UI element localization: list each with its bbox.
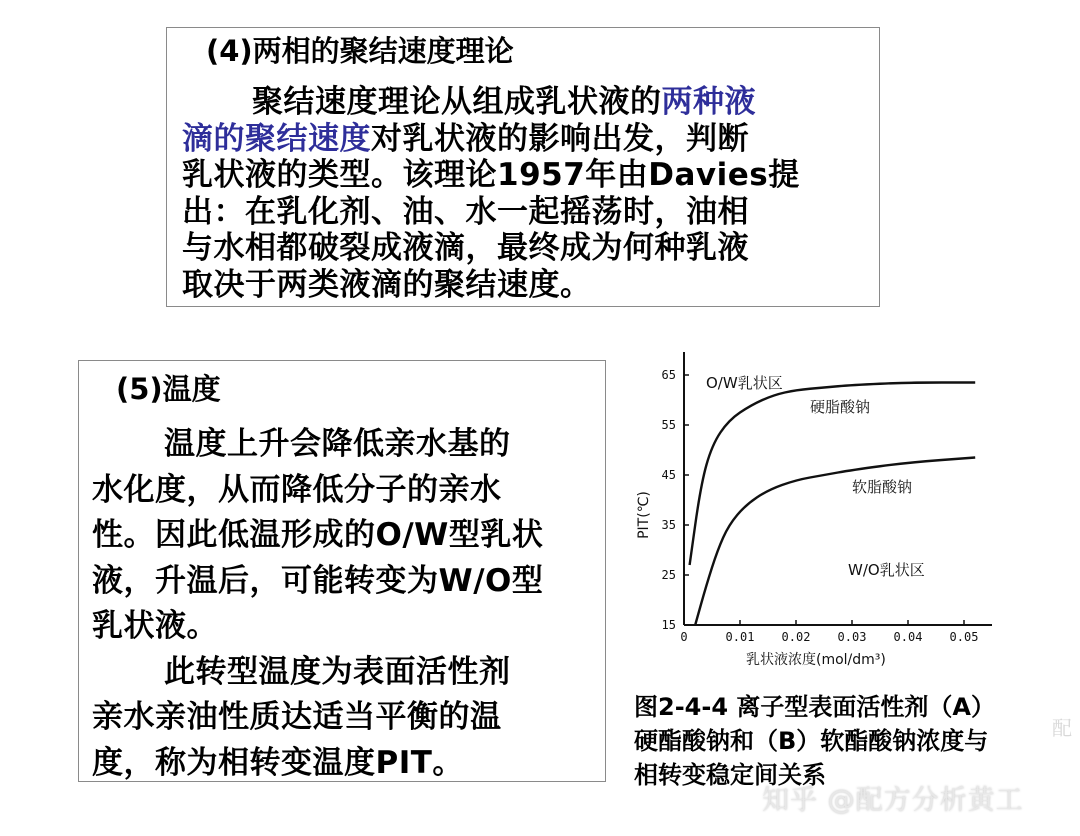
section-5-heading: (5)温度 xyxy=(116,372,221,406)
section-5-line: 液，升温后，可能转变为W/O型 xyxy=(92,562,544,599)
section-4-line-2 xyxy=(182,121,872,158)
x-tick-label: 0.04 xyxy=(893,630,923,644)
chart-axes xyxy=(662,352,992,644)
x-axis-title: 乳状液浓度(mol/dm³) xyxy=(746,652,886,668)
highlight-run: 两种液 xyxy=(661,84,756,120)
y-tick-label: 15 xyxy=(661,618,676,632)
text-run: 聚结速度理论从组成乳状液的 xyxy=(252,84,662,120)
region-label-wo: W/O乳状区 xyxy=(848,561,925,579)
x-tick-label: 0.05 xyxy=(949,630,979,644)
section-4-line-3: 乳状液的类型。该理论1957年由Davies提 xyxy=(182,157,800,193)
y-axis-title: PIT(℃) xyxy=(636,491,652,539)
caption-line: 图2-4-4 离子型表面活性剂（A） xyxy=(634,693,995,721)
x-tick-label: 0.03 xyxy=(837,630,867,644)
section-4-line-5: 与水相都破裂成液滴，最终成为何种乳液 xyxy=(182,230,749,266)
caption-line: 相转变稳定间关系 xyxy=(634,761,826,789)
section-5-line: 温度上升会降低亲水基的 xyxy=(164,426,511,462)
section-5-line: 乳状液。 xyxy=(92,608,218,644)
section-5-line: 度，称为相转变温度PIT。 xyxy=(92,744,464,781)
section-4-heading: (4)两相的聚结速度理论 xyxy=(206,34,514,68)
figure-caption xyxy=(634,690,1074,792)
section-4-line-4: 出：在乳化剂、油、水一起摇荡时，油相 xyxy=(182,193,749,230)
region-label-ow: O/W乳状区 xyxy=(706,374,783,392)
section-4-paragraph xyxy=(182,84,872,303)
section-5-paragraph xyxy=(92,422,602,786)
x-tick-label: 0.01 xyxy=(725,630,755,644)
pit-chart xyxy=(620,340,1020,680)
section-4-line-6: 取决于两类液滴的聚结速度。 xyxy=(182,266,592,303)
section-4-line-1 xyxy=(182,84,872,121)
section-5-line: 此转型温度为表面活性剂 xyxy=(164,653,511,690)
caption-line: 硬酯酸钠和（B）软酯酸钠浓度与 xyxy=(634,727,989,755)
section-5-line: 性。因此低温形成的O/W型乳状 xyxy=(92,517,544,553)
highlight-run: 滴的聚结速度 xyxy=(182,120,371,157)
text-run: 对乳状液的影响出发，判断 xyxy=(371,120,749,157)
section-5-line: 亲水亲油性质达适当平衡的温 xyxy=(92,699,502,735)
chart-series xyxy=(690,383,976,626)
series-label-stearate: 硬脂酸钠 xyxy=(810,398,871,416)
series-label-palmitate: 软脂酸钠 xyxy=(852,478,913,496)
y-tick-label: 55 xyxy=(661,418,676,432)
series-line-palmitate xyxy=(695,458,975,626)
x-tick-label: 0 xyxy=(680,630,688,644)
watermark: 知乎 @配方分析黄工 xyxy=(762,785,1024,816)
y-tick-label: 25 xyxy=(661,568,676,582)
watermark-fragment: 配 xyxy=(1052,716,1072,740)
section-5-line: 水化度，从而降低分子的亲水 xyxy=(92,471,502,508)
y-tick-label: 35 xyxy=(661,518,676,532)
x-tick-label: 0.02 xyxy=(781,630,811,644)
y-tick-label: 65 xyxy=(661,368,676,382)
y-tick-label: 45 xyxy=(661,468,676,482)
